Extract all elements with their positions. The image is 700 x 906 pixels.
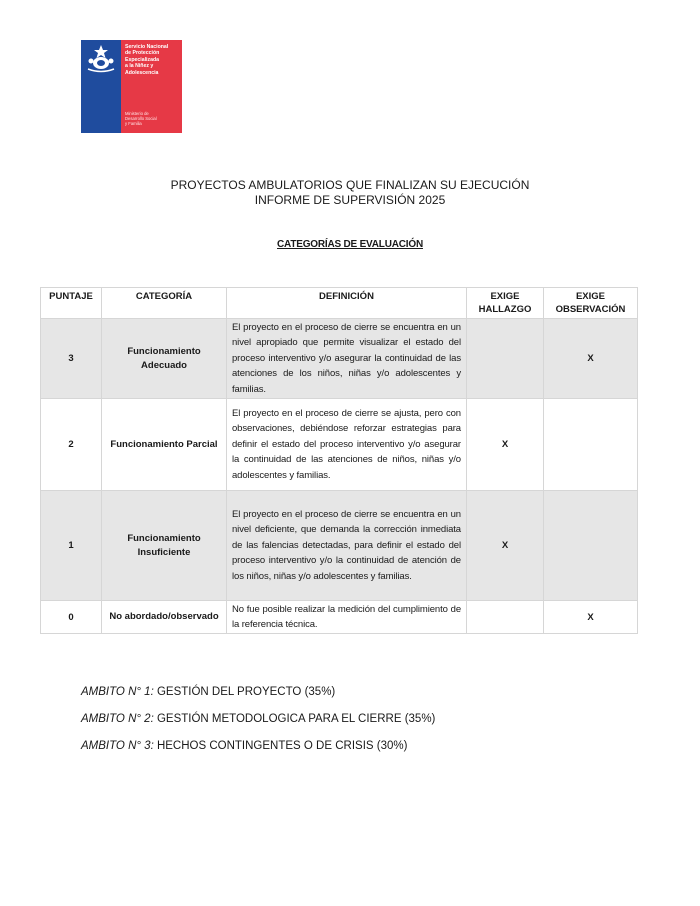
hallazgo-cell: X [467,491,544,601]
logo-name-line: Adolescencia [125,69,159,76]
definition-cell: El proyecto en el proceso de cierre se encuentra en un nivel deficiente, que demanda la corrección inmediata de las falencias detectadas, para definir el estado del proceso interventivo y/o la continuidad de atención de los niños, niñas y/o adolescentes y familias. [227,491,467,601]
hallazgo-cell [467,601,544,634]
logo-ministry-line: Desarrollo Social [125,116,157,122]
ambito-text: GESTIÓN METODOLOGICA PARA EL CIERRE (35%) [153,713,436,725]
logo-ministry-line: y Familia [125,121,142,127]
column-header-puntaje: PUNTAJE [41,288,102,319]
definition-cell: El proyecto en el proceso de cierre se ajusta, pero con observaciones, debiéndose reforzar estrategias para definir el estado del proceso interventivo y/o asegurar la continuidad de las atenciones de niños, niñas y/o adolescentes y familias. [227,399,467,491]
definition-cell: No fue posible realizar la medición del cumplimiento de la referencia técnica. [227,601,467,634]
table-row [41,491,638,601]
column-header-observacion: EXIGE OBSERVACIÓN [544,288,638,319]
institution-logo [81,40,182,133]
observacion-cell [544,491,638,601]
score-cell: 3 [41,319,102,399]
category-cell: Funcionamiento Parcial [102,399,227,491]
logo-ministry-text [125,111,175,127]
logo-red-panel [121,40,182,133]
ambito-item [81,740,407,752]
observacion-cell [544,399,638,491]
category-cell: Funcionamiento Insuficiente [102,491,227,601]
ambito-label: AMBITO N° 1: [81,686,154,698]
logo-name-line: Especializada [125,56,160,63]
ambito-label: AMBITO N° 2: [81,713,154,725]
coat-of-arms-icon [84,43,118,75]
hallazgo-cell: X [467,399,544,491]
logo-ministry-line: Ministerio de [125,111,149,116]
logo-name-line: a la Niñez y [125,63,154,70]
ambito-text: HECHOS CONTINGENTES O DE CRISIS (30%) [153,740,408,752]
ambito-item [81,686,335,698]
score-cell: 1 [41,491,102,601]
observacion-cell: X [544,601,638,634]
ambito-label: AMBITO N° 3: [81,740,154,752]
ambito-item [81,713,435,725]
logo-name-line: Servicio Nacional [125,44,169,50]
column-header-definicion: DEFINICIÓN [227,288,467,319]
column-header-hallazgo: EXIGE HALLAZGO [467,288,544,319]
category-cell: No abordado/observado [102,601,227,634]
evaluation-categories-table [40,287,638,634]
hallazgo-cell [467,319,544,399]
category-cell: Funcionamiento Adecuado [102,319,227,399]
definition-cell: El proyecto en el proceso de cierre se encuentra en un nivel apropiado que permite visualizar el estado del proceso interventivo y/o asegurar la continuidad de las atenciones de los niños, niñas y/o adolescentes y familias. [227,319,467,399]
table-row [41,601,638,634]
score-cell: 2 [41,399,102,491]
ambito-text: GESTIÓN DEL PROYECTO (35%) [153,686,336,698]
table-header-row [41,288,638,319]
logo-blue-panel [81,40,121,133]
observacion-cell: X [544,319,638,399]
table-row [41,399,638,491]
column-header-categoria: CATEGORÍA [102,288,227,319]
document-subtitle: INFORME DE SUPERVISIÓN 2025 [254,193,446,207]
section-heading: CATEGORÍAS DE EVALUACIÓN [277,239,423,250]
document-title: PROYECTOS AMBULATORIOS QUE FINALIZAN SU EJECUCIÓN [170,178,530,192]
table-row [41,319,638,399]
logo-name-line: de Protección [125,50,160,57]
score-cell: 0 [41,601,102,634]
